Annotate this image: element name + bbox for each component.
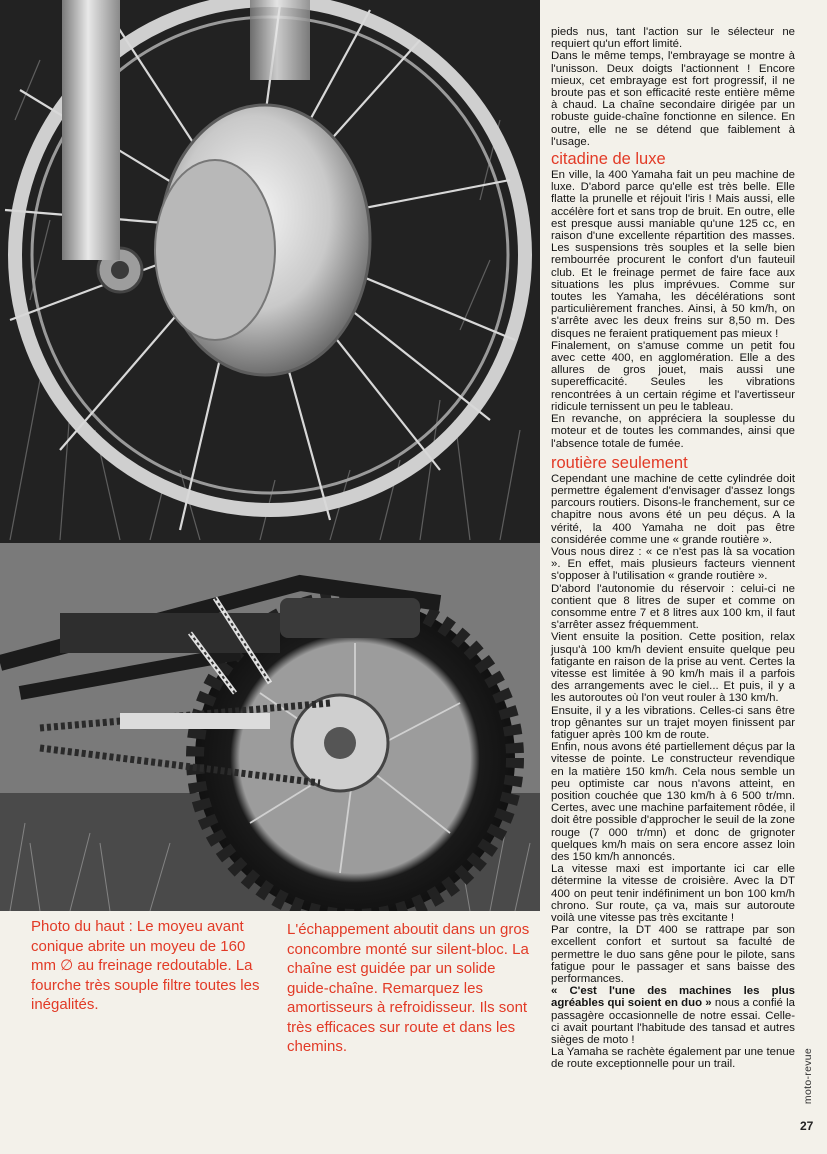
paragraph: Par contre, la DT 400 se rattrape par son excellent confort et surtout sa faculté de permettre le duo sans gêne pour le pilote, sans fatigue pour le passager et sans baisse des performances. bbox=[551, 924, 795, 986]
paragraph: Dans le même temps, l'embrayage se montre à l'unisson. Deux doigts l'actionnent ! Encore mieux, cet embrayage est fort progressif, il ne broute pas et son efficacité reste entière même à chaud. La chaîne secondaire dirigée par un robuste guide-chaîne fonctionne en silence. En outre, elle ne se détend que faiblement à l'usage. bbox=[551, 50, 795, 148]
section-heading: routière seulement bbox=[551, 453, 688, 472]
quote-continuation: nous a confié la passagère occasionnelle de notre essai. Celle-ci avait pourtant l'habitude des tansad et autres sièges de moto ! bbox=[551, 997, 795, 1047]
photo-caption-top: Photo du haut : Le moyeu avant conique abrite un moyeu de 160 mm ∅ au freinage redoutable. La fourche très souple filtre toutes les inégalités. bbox=[31, 918, 260, 1013]
paragraph: Ensuite, il y a les vibrations. Celles-ci sans être trop gênantes sur un trajet moyen finissent par fatiguer après 100 km de route. bbox=[551, 704, 795, 741]
paragraph: En ville, la 400 Yamaha fait un peu machine de luxe. D'abord parce qu'elle est très belle. Elle flatte la prunelle et réjouit l'iris ! Mais aussi, elle accélère fort et sans trop de bruit. En outre, elle est presque aussi maniable qu'une 125 cc, en raison d'une excellente répartition des masses. Les suspensions très souples et la selle bien rembourrée procurent le confort d'un fauteuil club. Et le freinage permet de faire face aux situations les plus imprévues. Comme sur toutes les Yamaha, les décélérations sont particulièrement franches. Ainsi, à 50 km/h, on s'arrête avec les deux freins sur 8,50 m. Des disques ne feraient pratiquement pas mieux ! bbox=[551, 169, 795, 340]
paragraph: D'abord l'autonomie du réservoir : celui-ci ne contient que 8 litres de super et comme on consomme entre 7 et 8 litres aux 100 km, il faut s'arrêter assez fréquemment. bbox=[551, 582, 795, 632]
paragraph: Finalement, on s'amuse comme un petit fou avec cette 400, en agglomération. Elle a des allures de gros jouet, mais aussi une superefficacité. Seules les vibrations rencontrées à un certain régime et l'avertisseur ridicule ternissent un peu le tableau. bbox=[551, 339, 795, 413]
photo-caption-bottom: L'échappement aboutit dans un gros concombre monté sur silent-bloc. La chaîne est guidée par un solide guide-chaîne. Remarquez les amortisseurs à refroidisseur. Ils sont très efficaces sur route et dans les chemins. bbox=[287, 921, 530, 1055]
article-column bbox=[551, 26, 795, 1071]
quote: « C'est l'une des machines les plus agréables qui soient en duo » bbox=[551, 985, 795, 1010]
paragraph: La vitesse maxi est importante ici car elle détermine la vitesse de croisière. Avec la DT 400 on peut tenir indéfiniment un bon 100 km/h chrono. Sur route, ça va, mais sur autoroute voilà une vitesse pas très excitante ! bbox=[551, 863, 795, 925]
rear-wheel-photo bbox=[0, 543, 540, 911]
magazine-name-text: moto-revue bbox=[802, 1047, 814, 1105]
paragraph bbox=[551, 985, 795, 1046]
page-number: 27 bbox=[800, 1119, 814, 1133]
front-wheel-photo bbox=[0, 0, 540, 543]
paragraph: Enfin, nous avons été partiellement déçus par la vitesse de pointe. Le constructeur revendique en la matière 150 km/h. Cela nous semble un peu optimiste car nous n'avons atteint, en position couchée que 130 km/h à 6 500 tr/mn. Certes, avec une machine parfaitement rôdée, il doit être possible d'approcher le seuil de la zone rouge (7 000 tr/mn) et donc de grignoter quelques km/h mais on sera encore assez loin des 150 km/h annoncés. bbox=[551, 741, 795, 863]
paragraph: Vient ensuite la position. Cette position, relax jusqu'à 100 km/h devient ensuite quelque peu fatigante en raison de la prise au vent. Certes la vitesse est limitée à 90 km/h mais il a parfois des arrangements avec le ciel... Et puis, il y a les autoroutes où l'on veut rouler à 130 km/h. bbox=[551, 631, 795, 705]
magazine-name bbox=[796, 1042, 820, 1118]
section-heading: citadine de luxe bbox=[551, 150, 666, 169]
paragraph: En revanche, on appréciera la souplesse du moteur et de toutes les commandes, ainsi que l'absence totale de fumée. bbox=[551, 413, 795, 450]
paragraph: La Yamaha se rachète également par une tenue de route exceptionnelle pour un trail. bbox=[551, 1046, 795, 1071]
paragraph: Vous nous direz : « ce n'est pas là sa vocation ». En effet, mais plusieurs facteurs viennent s'opposer à l'utilisation « grande routière ». bbox=[551, 545, 795, 583]
paragraph: pieds nus, tant l'action sur le sélecteur ne requiert qu'un effort limité. bbox=[551, 26, 795, 51]
paragraph: Cependant une machine de cette cylindrée doit permettre également d'envisager d'assez longs parcours routiers. Disons-le franchement, sur ce chapitre nous avons été un peu déçus. A la vérité, la 400 Yamaha ne doit pas être considérée comme une « grande routière ». bbox=[551, 472, 795, 546]
